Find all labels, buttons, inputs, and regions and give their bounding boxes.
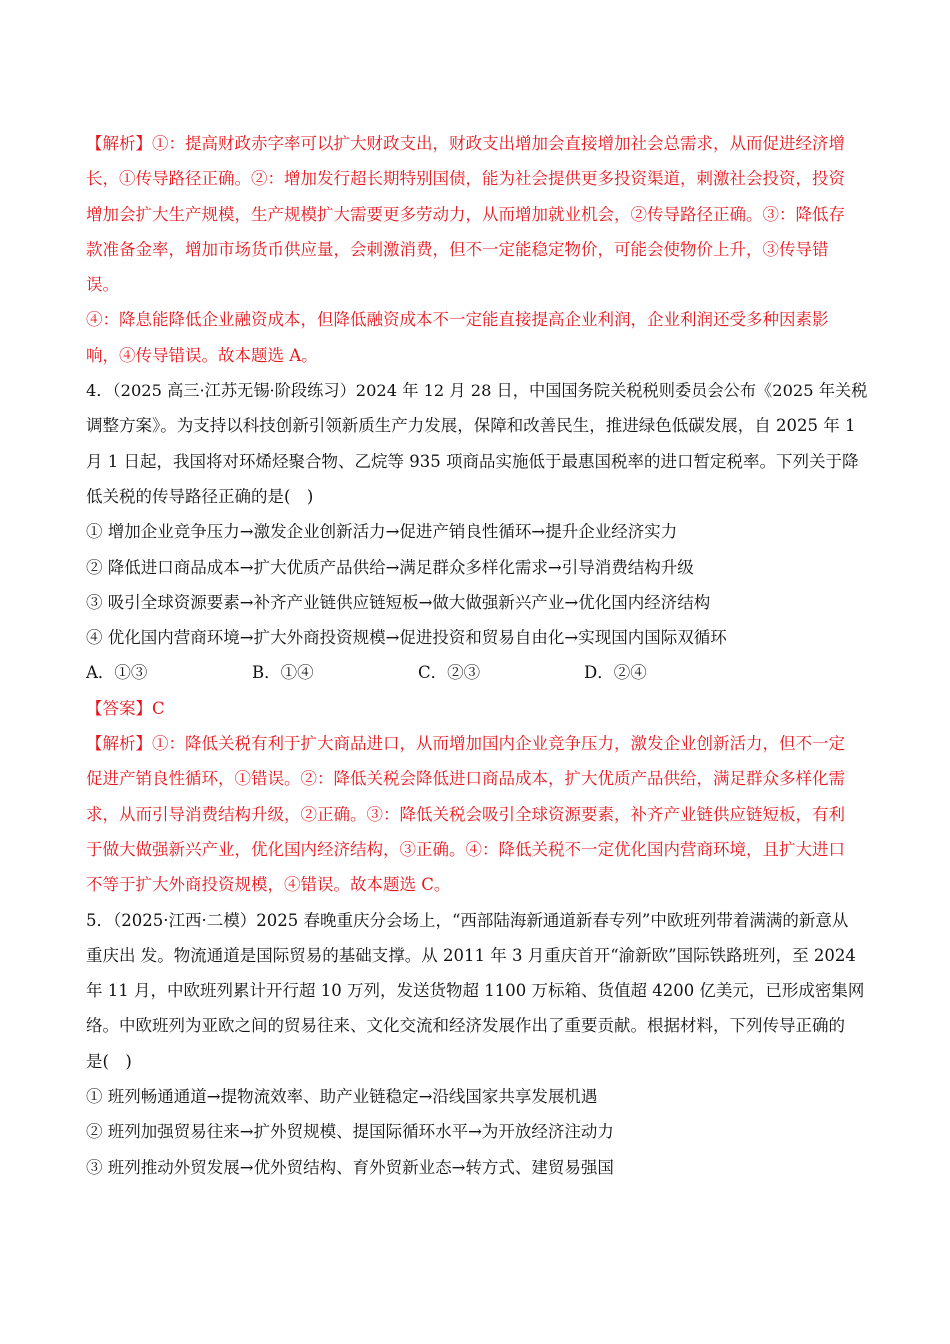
- statement-item: ③ 吸引全球资源要素→补齐产业链供应链短板→做大做强新兴产业→优化国内经济结构: [86, 592, 711, 612]
- document-page: [86, 126, 866, 1185]
- question-stem-line: 低关税的传导路径正确的是( ): [86, 486, 314, 506]
- option-a: A．①③: [86, 663, 148, 683]
- analysis-line: 误。: [86, 275, 119, 295]
- option-c: C．②③: [418, 663, 481, 683]
- question-5: [86, 903, 866, 1185]
- option-d: D．②④: [584, 663, 647, 683]
- question-stem-line: 5．（2025·江西·二模）2025 春晚重庆分会场上，“西部陆海新通道新春专列”中欧班列带着满满的新意从: [86, 910, 849, 930]
- question-stem-line: 年 11 月，中欧班列累计开行超 10 万列，发送货物超 1100 万标箱、货值超 4200 亿美元，已形成密集网: [86, 981, 865, 1001]
- statement-item: ③ 班列推动外贸发展→优外贸结构、育外贸新业态→转方式、建贸易强国: [86, 1157, 614, 1177]
- analysis-line: 长，①传导路径正确。②：增加发行超长期特别国债，能为社会提供更多投资渠道，刺激社会投资，投资: [86, 169, 845, 189]
- analysis-line: 款准备金率，增加市场货币供应量，会刺激消费，但不一定能稳定物价，可能会使物价上升，③传导错: [86, 239, 829, 259]
- analysis-line: 促进产销良性循环，①错误。②：降低关税会降低进口商品成本，扩大优质产品供给，满足群众多样化需: [86, 769, 845, 789]
- question-4: [86, 373, 866, 902]
- question-stem-line: 重庆出 发。物流通道是国际贸易的基础支撑。从 2011 年 3 月重庆首开“渝新欧”国际铁路班列，至 2024: [86, 945, 856, 965]
- statement-item: ① 增加企业竞争压力→激发企业创新活力→促进产销良性循环→提升企业经济实力: [86, 522, 678, 542]
- analysis-line: 不等于扩大外商投资规模，④错误。故本题选 C。: [86, 875, 451, 895]
- statement-item: ② 降低进口商品成本→扩大优质产品供给→满足群众多样化需求→引导消费结构升级: [86, 557, 694, 577]
- question-stem-line: 调整方案》。为支持以科技创新引领新质生产力发展，保障和改善民生，推进绿色低碳发展，自 2025 年 1: [86, 416, 856, 436]
- question-stem-line: 月 1 日起，我国将对环烯烃聚合物、乙烷等 935 项商品实施低于最惠国税率的进口暂定税率。下列关于降: [86, 451, 859, 471]
- analysis-line: 【解析】①：降低关税有利于扩大商品进口，从而增加国内企业竞争压力，激发企业创新活力，但不一定: [86, 734, 845, 754]
- answer-options: [86, 655, 866, 690]
- option-b: B．①④: [252, 663, 314, 683]
- q3-analysis: [86, 126, 866, 373]
- answer-line: 【答案】C: [86, 698, 165, 718]
- question-stem-line: 是( ): [86, 1051, 132, 1071]
- analysis-line: 响，④传导错误。故本题选 A。: [86, 345, 318, 365]
- analysis-line: 于做大做强新兴产业，优化国内经济结构，③正确。④：降低关税不一定优化国内营商环境，且扩大进口: [86, 839, 845, 859]
- question-stem-line: 络。中欧班列为亚欧之间的贸易往来、文化交流和经济发展作出了重要贡献。根据材料，下列传导正确的: [86, 1016, 845, 1036]
- analysis-line: 求，从而引导消费结构升级，②正确。③：降低关税会吸引全球资源要素，补齐产业链供应链短板，有利: [86, 804, 845, 824]
- statement-item: ② 班列加强贸易往来→扩外贸规模、提国际循环水平→为开放经济注动力: [86, 1122, 614, 1142]
- analysis-line: 增加会扩大生产规模，生产规模扩大需要更多劳动力，从而增加就业机会，②传导路径正确。③：降低存: [86, 204, 845, 224]
- statement-item: ① 班列畅通通道→提物流效率、助产业链稳定→沿线国家共享发展机遇: [86, 1087, 598, 1107]
- analysis-line: 【解析】①：提高财政赤字率可以扩大财政支出，财政支出增加会直接增加社会总需求，从而促进经济增: [86, 134, 845, 153]
- analysis-line: ④：降息能降低企业融资成本，但降低融资成本不一定能直接提高企业利润，企业利润还受多种因素影: [86, 310, 829, 330]
- statement-item: ④ 优化国内营商环境→扩大外商投资规模→促进投资和贸易自由化→实现国内国际双循环: [86, 628, 727, 648]
- question-stem-line: 4．（2025 高三·江苏无锡·阶段练习）2024 年 12 月 28 日，中国国务院关税税则委员会公布《2025 年关税: [86, 381, 868, 401]
